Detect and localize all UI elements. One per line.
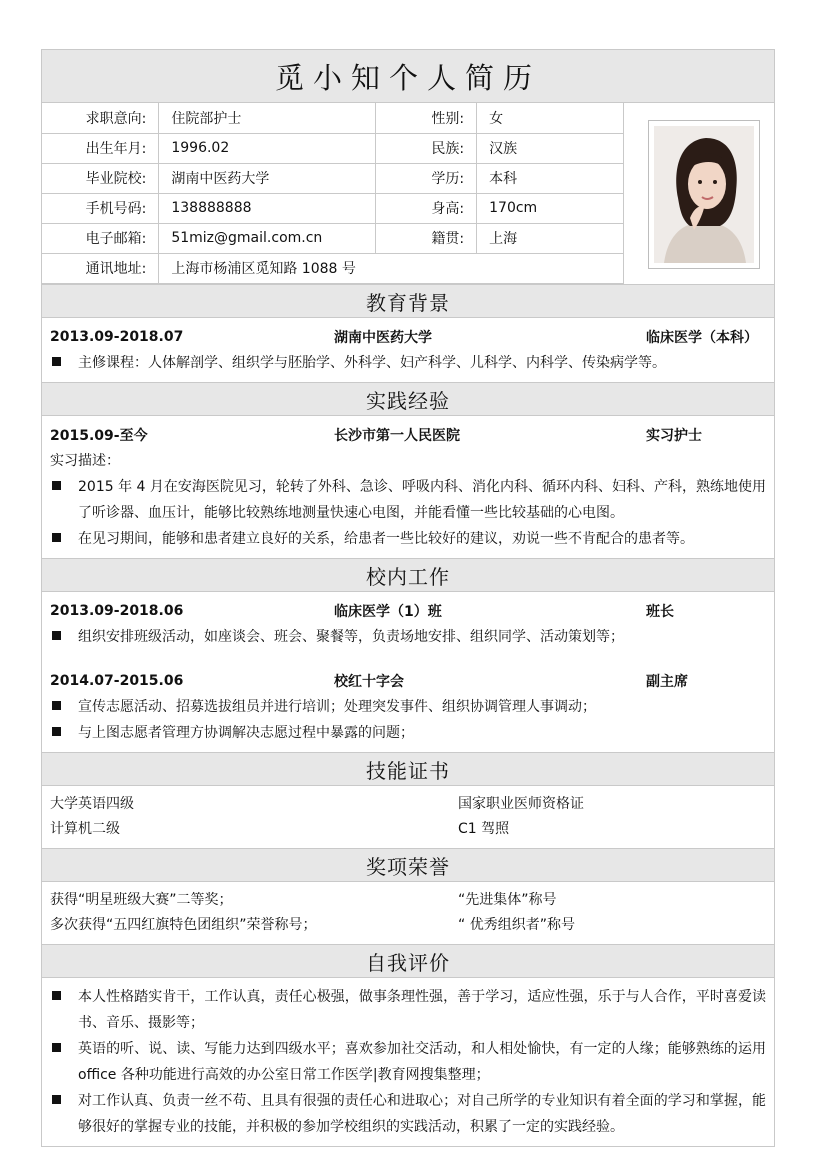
practice-entry — [50, 422, 766, 448]
info-row — [42, 253, 624, 283]
list-item-text: 本人性格踏实肯干，工作认真，责任心极强，做事条理性强，善于学习，适应性强，乐于与人合作，平时喜爱读书、音乐、摄影等； — [78, 989, 766, 1031]
info-label: 身高: — [376, 193, 477, 223]
portrait-image — [654, 126, 754, 263]
info-value: 女 — [477, 103, 624, 133]
square-bullet-icon — [50, 720, 78, 746]
skill-item: 大学英语四级 — [50, 796, 134, 812]
info-row — [42, 193, 624, 223]
section-heading-practice: 实践经验 — [42, 382, 774, 416]
square-bullet-icon — [50, 474, 78, 526]
info-label: 电子邮箱: — [42, 223, 159, 253]
info-label: 通讯地址: — [42, 253, 159, 283]
award-item: 多次获得“五四红旗特色团组织”荣誉称号； — [50, 917, 317, 933]
entry-period: 2013.09-2018.07 — [50, 329, 184, 345]
list-item — [50, 1088, 766, 1140]
info-label: 民族: — [376, 133, 477, 163]
square-bullet-icon — [50, 526, 78, 552]
list-item — [50, 1036, 766, 1088]
list-item-text: 对工作认真、负责一丝不苟、且具有很强的责任心和进取心；对自己所学的专业知识有着全面的学习和掌握，能够很好的掌握专业的技能，并积极的参加学校组织的实践活动，积累了一定的实践经验。 — [78, 1093, 766, 1135]
info-label: 求职意向: — [42, 103, 159, 133]
list-item-text: 英语的听、说、读、写能力达到四级水平；喜欢参加社交活动，和人相处愉快，有一定的人缘；能够熟练的运用 office 各种功能进行高效的办公室日常工作医学|教育网搜集整理； — [78, 1041, 766, 1083]
entry-org: 湖南中医药大学 — [334, 330, 432, 346]
info-value: 170cm — [477, 193, 624, 223]
entry-role: 班长 — [646, 604, 674, 620]
personal-info-table — [42, 103, 624, 284]
skill-item: 计算机二级 — [50, 821, 120, 837]
list-item-text: 宣传志愿活动、招募选拔组员并进行培训；处理突发事件、组织协调管理人事调动； — [78, 699, 596, 715]
info-label: 籍贯: — [376, 223, 477, 253]
award-item: “先进集体”称号 — [458, 892, 557, 908]
info-value: 湖南中医药大学 — [159, 163, 376, 193]
section-heading-skills: 技能证书 — [42, 752, 774, 786]
list-item-text: 主修课程：人体解剖学、组织学与胚胎学、外科学、妇产科学、儿科学、内科学、传染病学等。 — [78, 355, 666, 371]
skills-row — [50, 792, 766, 817]
entry-role: 副主席 — [646, 674, 688, 690]
list-item-text: 2015 年 4 月在安海医院见习，轮转了外科、急诊、呼吸内科、消化内科、循环内科、妇科、产科，熟练地使用了听诊器、血压计，能够比较熟练地测量快速心电图，并能看懂一些比较基础的心电图。 — [78, 479, 766, 521]
education-section — [42, 318, 774, 382]
campus-entry — [50, 598, 766, 624]
entry-period: 2015.09-至今 — [50, 428, 148, 444]
self-evaluation-section — [42, 978, 774, 1146]
info-value: 汉族 — [477, 133, 624, 163]
square-bullet-icon — [50, 350, 78, 376]
skill-item: 国家职业医师资格证 — [458, 796, 584, 812]
entry-role: 临床医学（本科） — [646, 330, 758, 346]
square-bullet-icon — [50, 984, 78, 1036]
info-value: 上海市杨浦区觅知路 1088 号 — [159, 253, 624, 283]
list-item — [50, 720, 766, 746]
awards-section — [42, 882, 774, 944]
entry-period: 2013.09-2018.06 — [50, 603, 184, 619]
avatar — [654, 126, 754, 263]
practice-section — [42, 416, 774, 558]
info-label: 性别: — [376, 103, 477, 133]
education-entry — [50, 324, 766, 350]
square-bullet-icon — [50, 1088, 78, 1140]
square-bullet-icon — [50, 694, 78, 720]
description-label: 实习描述： — [50, 453, 120, 469]
section-heading-self: 自我评价 — [42, 944, 774, 978]
info-label: 手机号码: — [42, 193, 159, 223]
campus-entry — [50, 668, 766, 694]
entry-period: 2014.07-2015.06 — [50, 673, 184, 689]
info-value: 138888888 — [159, 193, 376, 223]
entry-org: 校红十字会 — [334, 674, 404, 690]
list-item — [50, 350, 766, 376]
info-label: 学历: — [376, 163, 477, 193]
info-label: 出生年月: — [42, 133, 159, 163]
campus-section — [42, 592, 774, 752]
entry-role: 实习护士 — [646, 428, 702, 444]
award-item: “ 优秀组织者”称号 — [458, 917, 575, 933]
award-item: 获得“明星班级大赛”二等奖； — [50, 892, 233, 908]
list-item-text: 在见习期间，能够和患者建立良好的关系，给患者一些比较好的建议，劝说一些不肯配合的患者等。 — [78, 531, 694, 547]
info-row — [42, 133, 624, 163]
entry-org: 长沙市第一人民医院 — [334, 428, 460, 444]
info-row — [42, 163, 624, 193]
list-item — [50, 474, 766, 526]
skill-item: C1 驾照 — [458, 821, 510, 837]
list-item — [50, 694, 766, 720]
info-label: 毕业院校: — [42, 163, 159, 193]
square-bullet-icon — [50, 1036, 78, 1088]
list-item — [50, 624, 766, 650]
info-row — [42, 103, 624, 133]
list-item-text: 与上图志愿者管理方协调解决志愿过程中暴露的问题； — [78, 725, 414, 741]
awards-row — [50, 913, 766, 938]
info-value: 1996.02 — [159, 133, 376, 163]
skills-row — [50, 817, 766, 842]
resume-sheet — [41, 49, 775, 1147]
resume-title: 觅小知个人简历 — [42, 50, 774, 102]
section-heading-awards: 奖项荣誉 — [42, 848, 774, 882]
info-value: 上海 — [477, 223, 624, 253]
profile-photo — [648, 120, 760, 269]
entry-org: 临床医学（1）班 — [334, 604, 442, 620]
awards-row — [50, 888, 766, 913]
info-value: 住院部护士 — [159, 103, 376, 133]
section-heading-campus: 校内工作 — [42, 558, 774, 592]
personal-info — [42, 102, 774, 284]
square-bullet-icon — [50, 624, 78, 650]
info-value: 本科 — [477, 163, 624, 193]
list-item — [50, 984, 766, 1036]
list-item-text: 组织安排班级活动，如座谈会、班会、聚餐等，负责场地安排、组织同学、活动策划等； — [78, 629, 624, 645]
skills-section — [42, 786, 774, 848]
list-item — [50, 526, 766, 552]
section-heading-education: 教育背景 — [42, 284, 774, 318]
info-value: 51miz@gmail.com.cn — [159, 223, 376, 253]
info-row — [42, 223, 624, 253]
spacer — [50, 650, 766, 668]
